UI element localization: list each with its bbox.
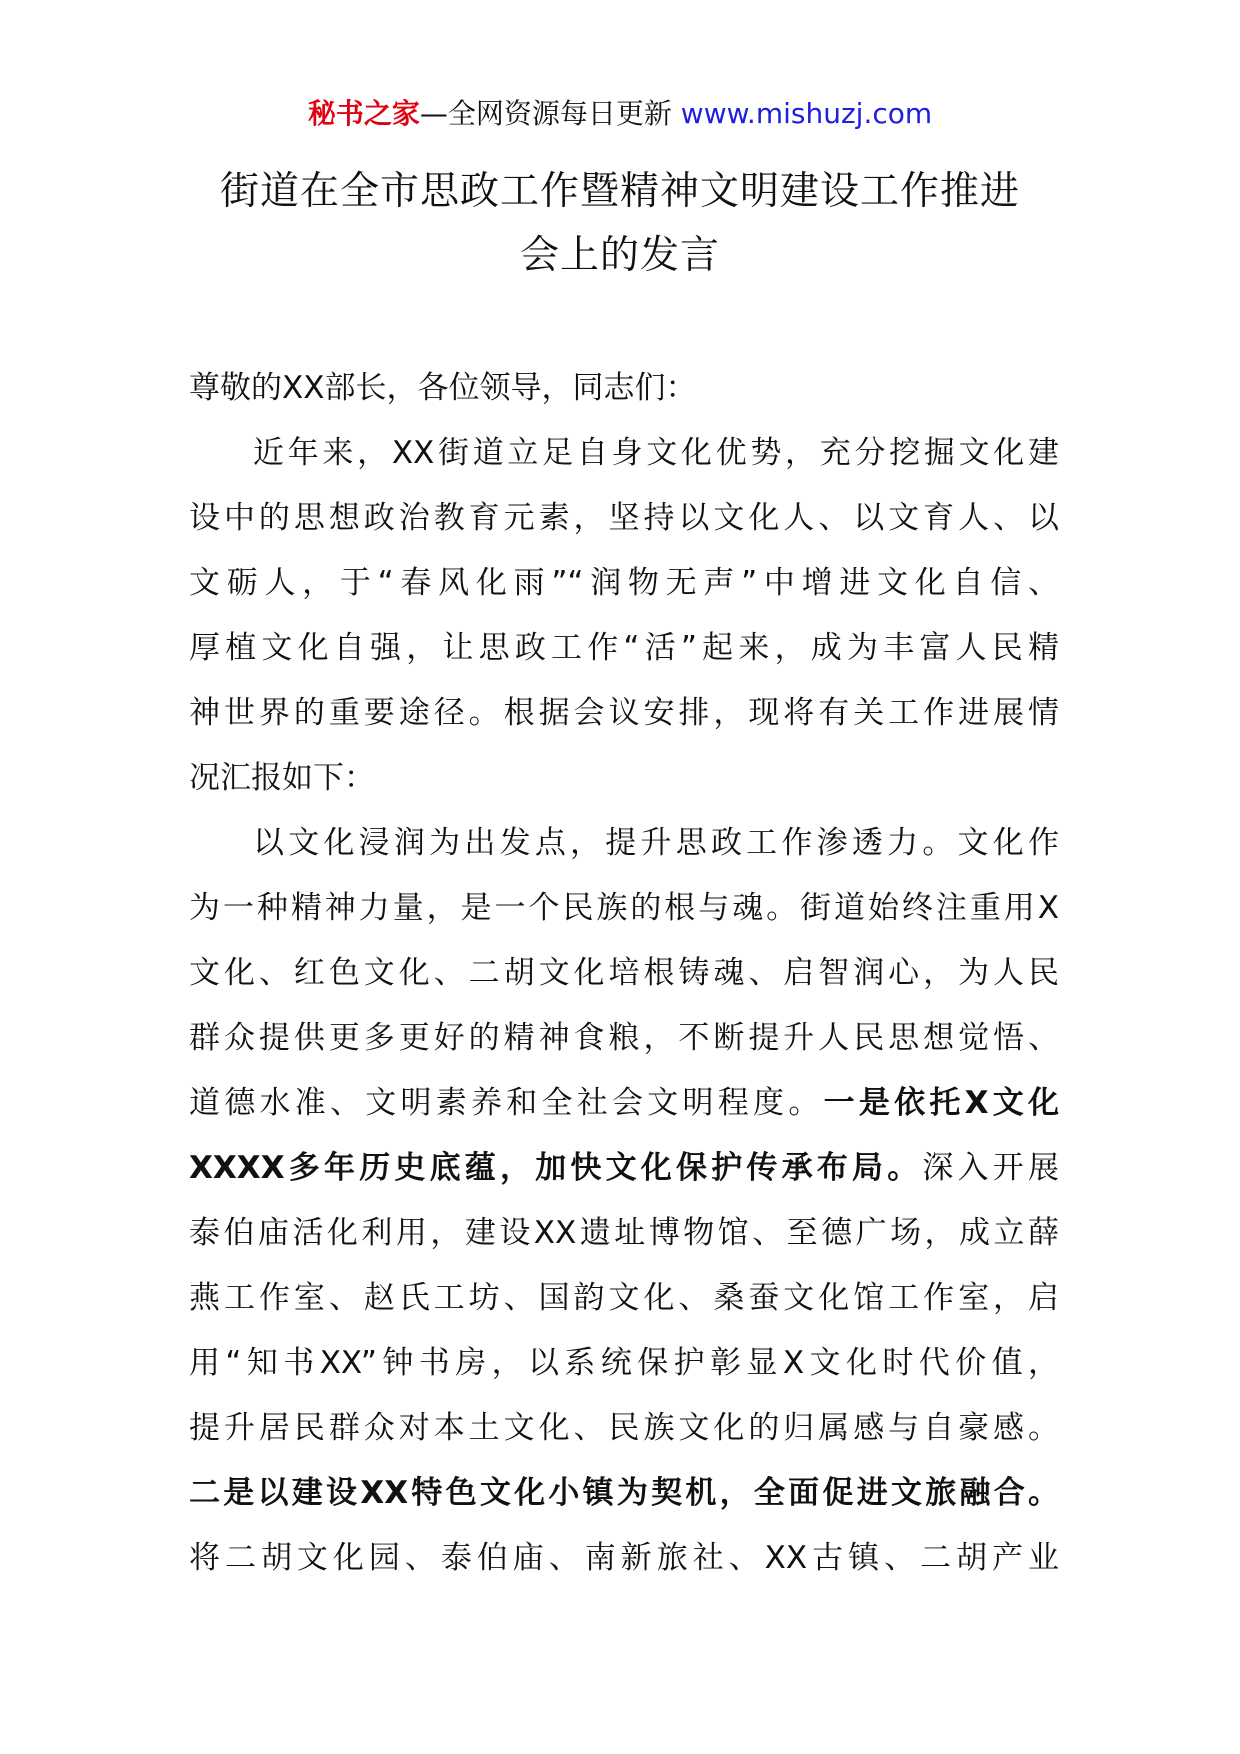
- paragraph-2-line: 燕工作室、赵氏工坊、国韵文化、桑蚕文化馆工作室，启: [189, 1280, 1059, 1316]
- paragraph-1-line: 厚植文化自强，让思政工作“活”起来，成为丰富人民精: [189, 630, 1059, 666]
- paragraph-2-line: 为一种精神力量，是一个民族的根与魂。街道始终注重用X: [189, 890, 1059, 926]
- point-two-heading: 二是以建设XX特色文化小镇为契机，全面促进文旅融合。: [189, 1475, 1059, 1511]
- site-brand: 秘书之家: [307, 97, 420, 130]
- paragraph-1-line: 神世界的重要途径。根据会议安排，现将有关工作进展情: [189, 695, 1059, 731]
- document-body: [189, 356, 1059, 1591]
- site-header: [0, 94, 1240, 134]
- paragraph-2-text: 道德水准、文明素养和全社会文明程度。: [189, 1085, 824, 1121]
- title-line-1: 街道在全市思政工作暨精神文明建设工作推进: [219, 169, 1020, 214]
- paragraph-2-line: 将二胡文化园、泰伯庙、南新旅社、XX古镇、二胡产业: [189, 1540, 1059, 1576]
- paragraph-2-line: 泰伯庙活化利用，建设XX遗址博物馆、至德广场，成立薛: [189, 1215, 1059, 1251]
- paragraph-2-line: 提升居民群众对本土文化、民族文化的归属感与自豪感。: [189, 1410, 1059, 1446]
- paragraph-1-line: 设中的思想政治教育元素，坚持以文化人、以文育人、以: [189, 500, 1059, 536]
- greeting: 尊敬的XX部长，各位领导，同志们：: [189, 370, 697, 406]
- paragraph-2-line: 以文化浸润为出发点，提升思政工作渗透力。文化作: [253, 825, 1059, 861]
- paragraph-2-line: [189, 1071, 1059, 1136]
- paragraph-1-line: 文砺人，于“春风化雨”“润物无声”中增进文化自信、: [189, 565, 1059, 601]
- paragraph-2-line: [189, 1461, 1059, 1526]
- paragraph-2-line: 用“知书XX”钟书房，以系统保护彰显X文化时代价值，: [189, 1345, 1059, 1381]
- point-one-heading-cont: XXXX多年历史底蕴，加快文化保护传承布局。: [189, 1150, 923, 1186]
- point-one-heading: 一是依托X文化: [823, 1085, 1060, 1121]
- paragraph-1-line: 近年来，XX街道立足自身文化优势，充分挖掘文化建: [253, 435, 1059, 471]
- paragraph-1-line: 况汇报如下：: [189, 760, 375, 796]
- paragraph-2-line: [189, 1136, 1059, 1201]
- document-title: [150, 160, 1090, 288]
- paragraph-2-line: 群众提供更多更好的精神食粮，不断提升人民思想觉悟、: [189, 1020, 1059, 1056]
- paragraph-2-text: 深入开展: [922, 1150, 1060, 1186]
- title-line-2: 会上的发言: [519, 233, 720, 278]
- site-url-link[interactable]: www.mishuzj.com: [680, 97, 933, 130]
- paragraph-2-line: 文化、红色文化、二胡文化培根铸魂、启智润心，为人民: [189, 955, 1059, 991]
- site-tagline: —全网资源每日更新: [419, 97, 672, 130]
